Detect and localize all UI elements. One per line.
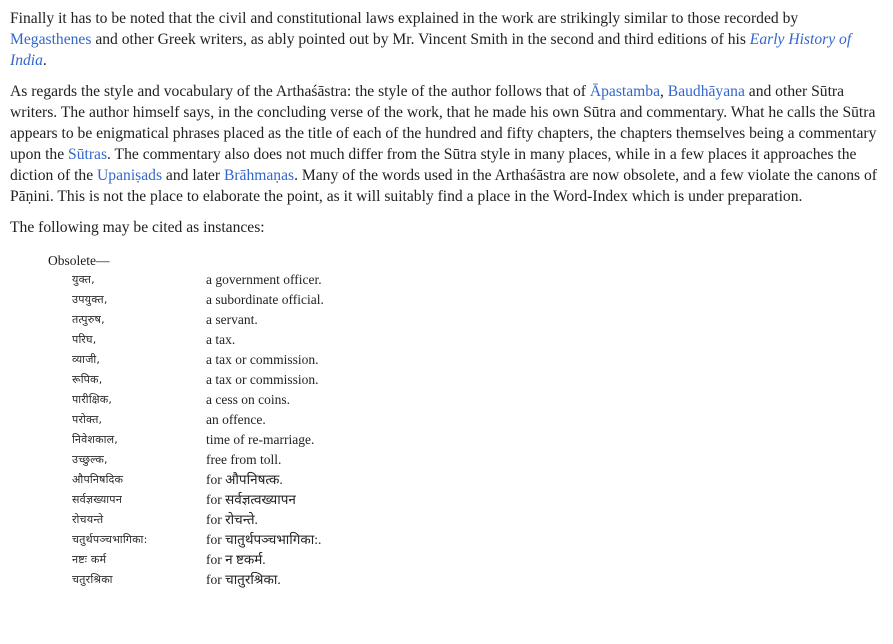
sanskrit-term: परिघ,: [72, 333, 97, 346]
paragraph-style-vocabulary: [10, 81, 883, 207]
scanned-word-list-image: [46, 250, 346, 596]
term-gloss: a government officer.: [206, 272, 322, 287]
term-gloss: for न ष्टकर्म.: [206, 552, 266, 567]
word-list-row: [46, 570, 346, 590]
word-list-row: [46, 430, 346, 450]
sanskrit-term: पारीक्षिक,: [72, 393, 113, 406]
word-list-row: [46, 390, 346, 410]
link-brahmanas[interactable]: Brāhmaṇas: [223, 167, 295, 184]
link-megasthenes[interactable]: Megasthenes: [10, 31, 92, 48]
text: . The commentary also does not much differ from the Sūtra style in many places, while in a few places it approaches the diction of the: [10, 146, 857, 184]
sanskrit-term: तत्पुरुष,: [72, 313, 105, 326]
sanskrit-term: उच्छुल्क,: [72, 453, 108, 466]
text: and other Greek writers, as ably pointed out by Mr. Vincent Smith in the second and third editions of his: [91, 31, 750, 48]
term-gloss: a servant.: [206, 312, 258, 327]
link-baudhayana[interactable]: Baudhāyana: [667, 83, 745, 100]
word-list-row: [46, 330, 346, 350]
term-gloss: for औपनिषत्क.: [206, 472, 283, 487]
sanskrit-term: चतुरश्रिका: [72, 573, 113, 586]
term-gloss: free from toll.: [206, 452, 282, 467]
sanskrit-term: युक्त,: [72, 273, 95, 286]
word-list-row: [46, 310, 346, 330]
sanskrit-term: उपयुक्त,: [72, 293, 108, 306]
book-title: Early History of India: [10, 31, 852, 69]
term-gloss: a tax.: [206, 332, 236, 347]
sanskrit-term: चतुर्थपञ्चभागिका:: [72, 533, 148, 546]
word-list-row: [46, 370, 346, 390]
text: As regards the style and vocabulary of the Arthaśāstra: the style of the author follows that of: [10, 83, 590, 100]
sanskrit-term: नष्टः कर्म: [72, 553, 107, 566]
word-list-row: [46, 350, 346, 370]
word-list-row: [46, 270, 346, 290]
sanskrit-term: व्याजी,: [72, 353, 101, 366]
word-list-row: [46, 290, 346, 310]
term-gloss: time of re-marriage.: [206, 432, 315, 447]
word-list: [46, 270, 346, 590]
term-gloss: an offence.: [206, 412, 266, 427]
term-gloss: for चातुरश्रिका.: [206, 572, 281, 587]
link-sutras[interactable]: Sūtras: [68, 146, 108, 163]
text: ,: [660, 83, 668, 100]
scan-heading: Obsolete—: [48, 253, 110, 268]
text: . Many of the words used in the Arthaśāstra are now obsolete, and a few violate the canons of Pāṇini. This is not the place to elaborate the point, as it will suitably find a place in the Word-Index which is under preparation.: [10, 167, 877, 205]
word-list-row: [46, 490, 346, 510]
term-gloss: for चातुर्थपञ्चभागिका:.: [206, 532, 322, 547]
term-gloss: a tax or commission.: [206, 352, 319, 367]
text: Finally it has to be noted that the civil and constitutional laws explained in the work are strikingly similar to those recorded by: [10, 10, 799, 27]
term-gloss: for रोचन्ते.: [206, 512, 258, 527]
text: .: [42, 52, 47, 69]
word-list-row: [46, 510, 346, 530]
link-apastamba[interactable]: Āpastamba: [589, 83, 660, 100]
term-gloss: a tax or commission.: [206, 372, 319, 387]
sanskrit-term: परोक्त,: [72, 413, 103, 426]
sanskrit-term: रोचयन्ते: [72, 513, 104, 526]
word-list-row: [46, 450, 346, 470]
paragraph-civil-laws: [10, 8, 883, 71]
sanskrit-term: औपनिषदिक: [72, 473, 124, 486]
term-gloss: a cess on coins.: [206, 392, 290, 407]
term-gloss: a subordinate official.: [206, 292, 324, 307]
sanskrit-term: सर्वज्ञख्यापन: [72, 493, 123, 506]
word-list-row: [46, 550, 346, 570]
word-list-row: [46, 470, 346, 490]
paragraph-instances: The following may be cited as instances:: [10, 219, 265, 236]
word-list-row: [46, 410, 346, 430]
link-upanisads[interactable]: Upaniṣads: [97, 167, 163, 184]
text: and later: [162, 167, 224, 184]
sanskrit-term: रूपिक,: [72, 373, 103, 386]
sanskrit-term: निवेशकाल,: [72, 433, 119, 446]
text: and other Sūtra writers. The author himself says, in the concluding verse of the work, that he made his own Sūtra and commentary. What he calls the Sūtra appears to be enigmatical phrases placed as the title of each of the hundred and fifty chapters, the chapters themselves being a commentary upon the: [10, 83, 877, 163]
term-gloss: for सर्वज्ञत्वख्यापन: [206, 492, 296, 507]
word-list-row: [46, 530, 346, 550]
